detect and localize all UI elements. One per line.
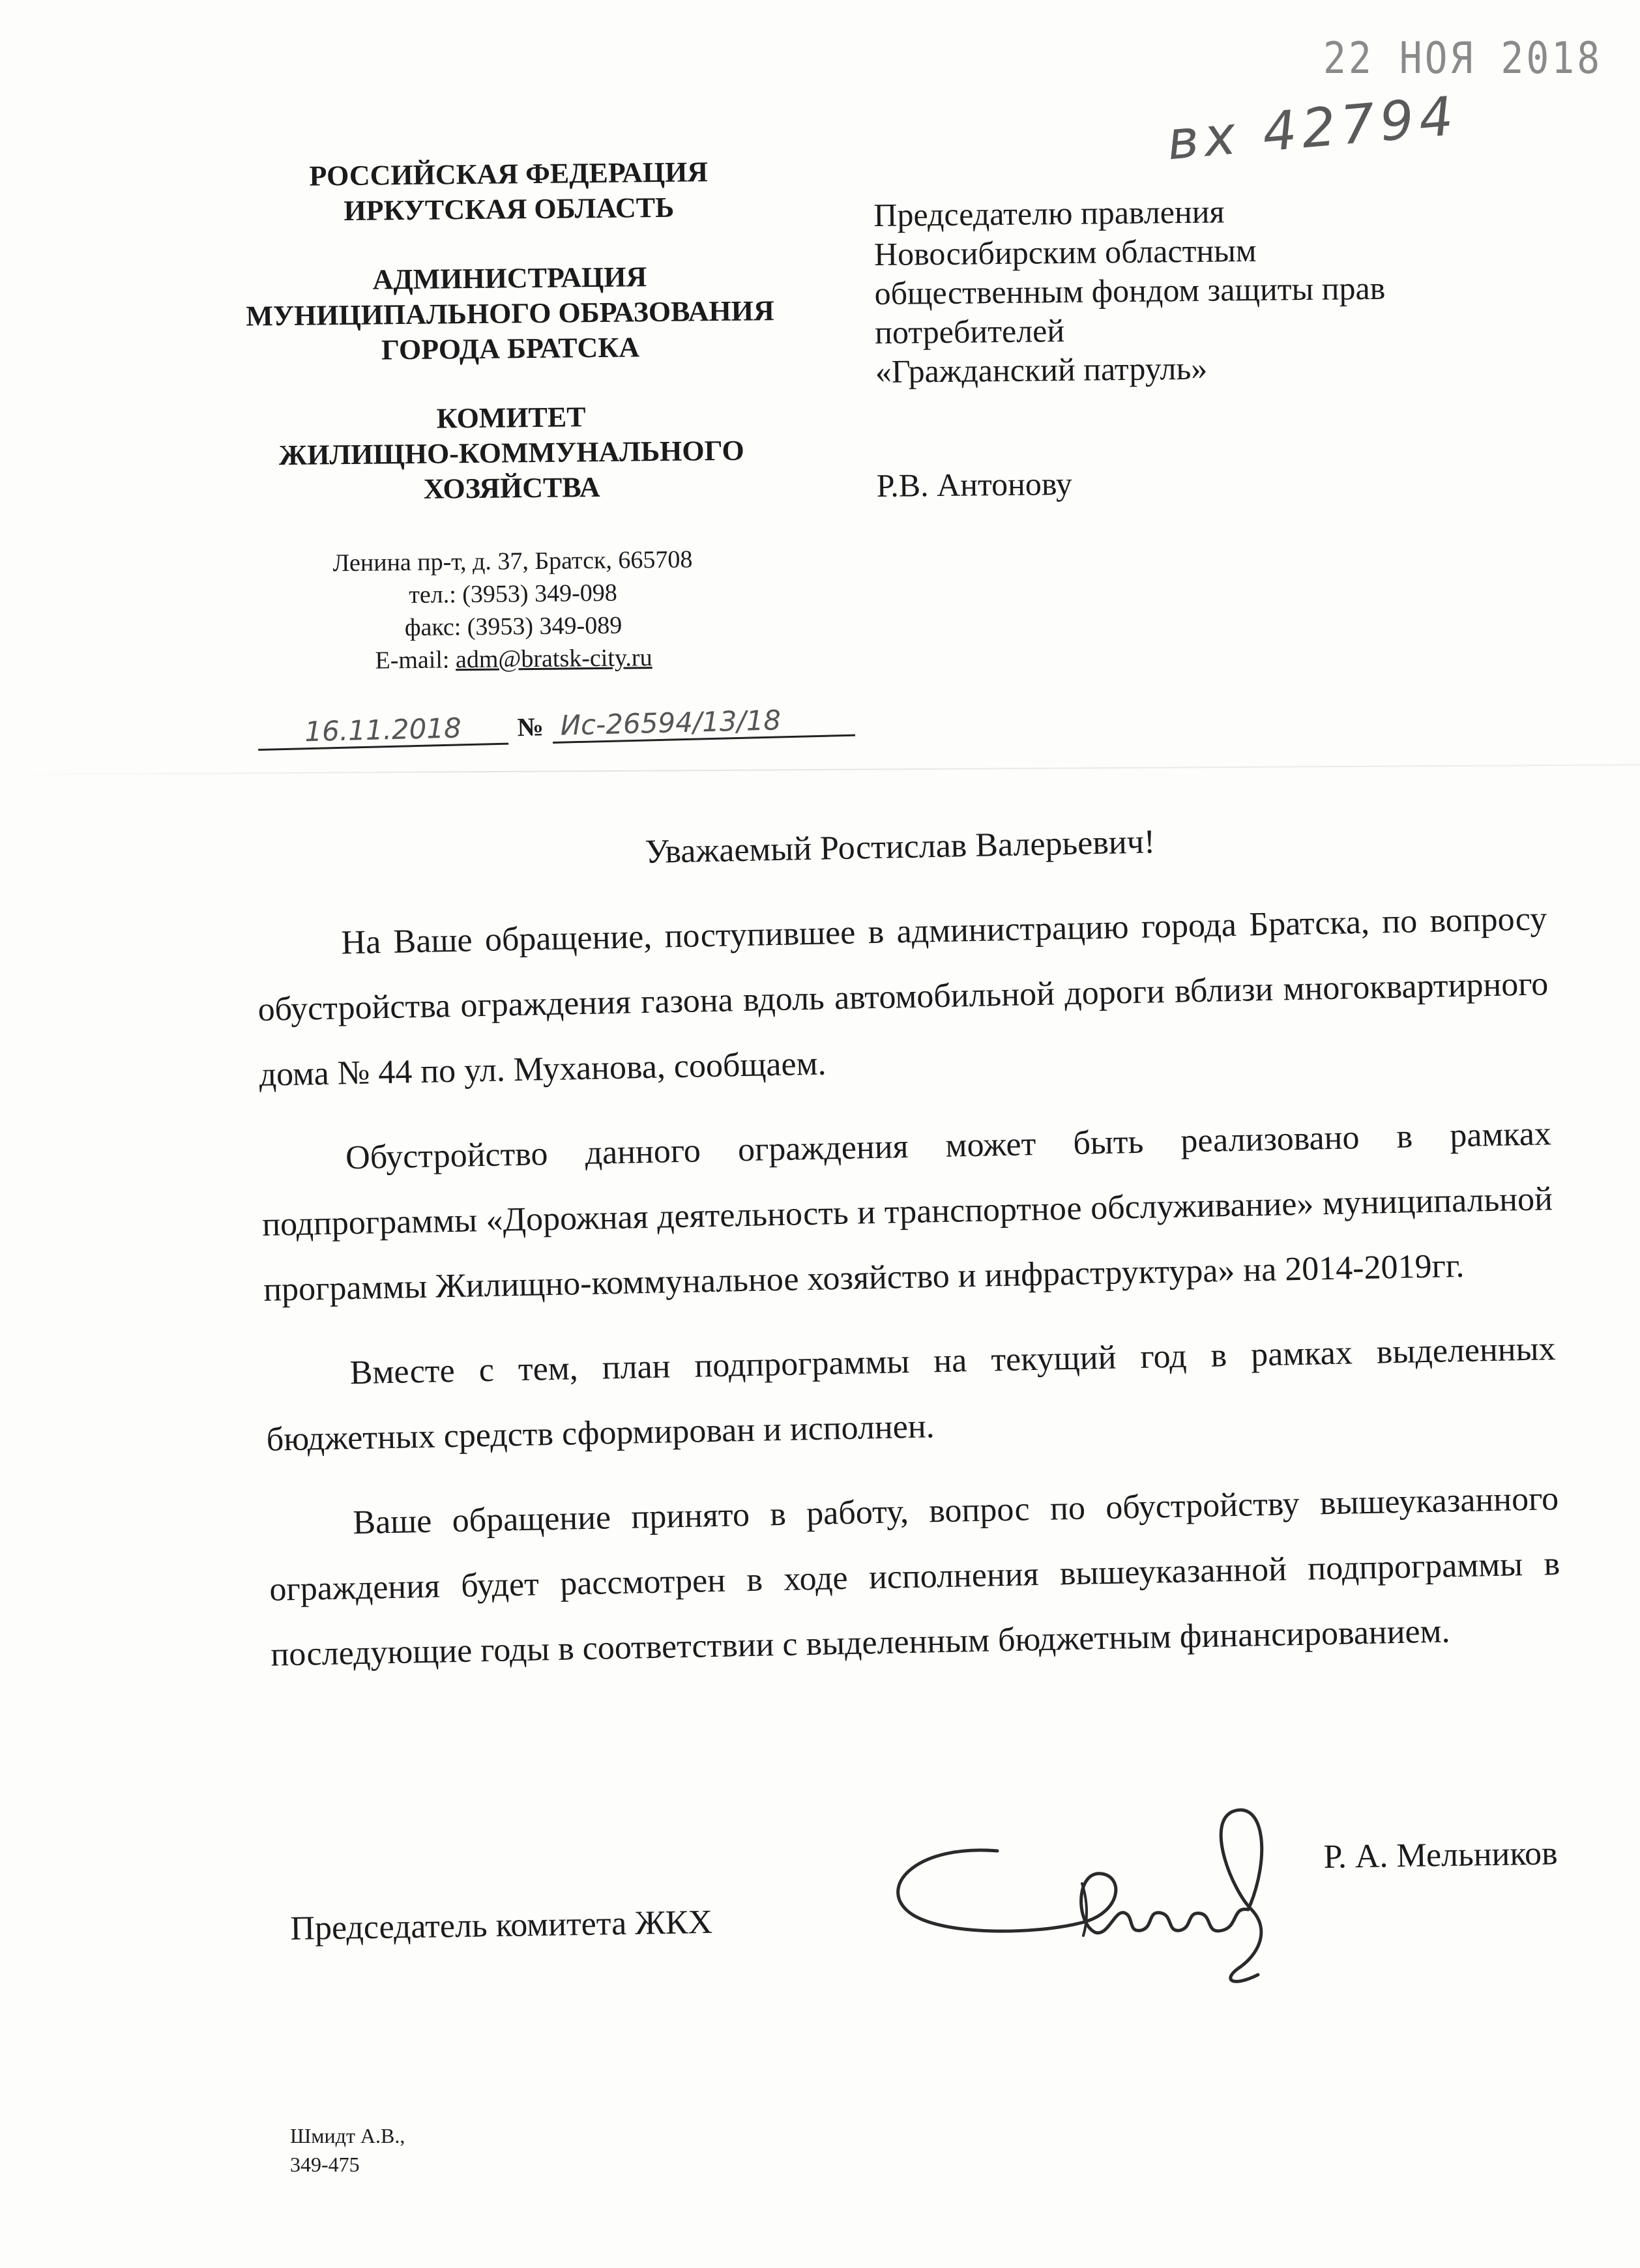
paragraph: На Ваше обращение, поступившее в администрацию города Братска, по вопросу обустройства ограждения газона вдоль автомобильной дороги вблизи многоквартирного дома № 44 по ул. Муханова, сообщаем. xyxy=(257,900,1549,1094)
handwritten-signature xyxy=(867,1760,1310,1994)
received-date-stamp: 22 НОЯ 2018 xyxy=(1323,32,1603,84)
executor-phone: 349-475 xyxy=(290,2153,360,2176)
email-label: E-mail: xyxy=(375,646,456,675)
registration-date: 16.11.2018 xyxy=(257,711,508,751)
greeting: Уважаемый Ростислав Валерьевич! xyxy=(644,823,1156,871)
header-country: РОССИЙСКАЯ ФЕДЕРАЦИЯ xyxy=(309,156,709,192)
paragraph: Вместе с тем, план подпрограммы на текущий год в рамках выделенных бюджетных средств сформирован и исполнен. xyxy=(266,1330,1557,1459)
sender-fax: факс: (3953) 349-089 xyxy=(404,611,622,642)
header-administration: АДМИНИСТРАЦИЯ xyxy=(372,261,647,296)
addressee-line-2: Новосибирским областным xyxy=(873,231,1257,272)
sender-address: Ленина пр-т, д. 37, Братск, 665708 xyxy=(332,545,693,577)
addressee-name: Р.В. Антонову xyxy=(876,465,1073,504)
header-region: ИРКУТСКАЯ ОБЛАСТЬ xyxy=(344,191,675,227)
signatory-name: Р. А. Мельников xyxy=(1323,1835,1558,1876)
registration-number: Ис-26594/13/18 xyxy=(552,703,855,744)
addressee-line-5: «Гражданский патруль» xyxy=(875,349,1208,390)
letter-body xyxy=(254,802,1562,1707)
signatory-title: Председатель комитета ЖКХ xyxy=(290,1903,713,1947)
sender-email-row xyxy=(227,640,800,678)
header-city: ГОРОДА БРАТСКА xyxy=(381,331,640,366)
registration-line xyxy=(257,703,845,751)
email-link[interactable]: adm@bratsk-city.ru xyxy=(455,644,652,674)
header-committee-name-1: ЖИЛИЩНО-КОММУНАЛЬНОГО xyxy=(278,434,744,472)
header-committee-name-2: ХОЗЯЙСТВА xyxy=(423,471,600,505)
executor-name: Шмидт А.В., xyxy=(290,2124,405,2147)
sender-contacts xyxy=(226,542,800,678)
addressee-line-3: общественным фондом защиты прав xyxy=(874,269,1386,312)
sender-header xyxy=(222,154,800,678)
executor-info xyxy=(290,2121,405,2179)
paper-fold-line xyxy=(0,764,1640,775)
addressee-block xyxy=(873,189,1529,505)
paragraph: Ваше обращение принято в работу, вопрос по обустройству вышеуказанного ограждения будет рассмотрен в ходе исполнения вышеуказанной подпрограммы в последующие годы в соответствии с выделенным бюджетным финансированием. xyxy=(269,1480,1560,1674)
addressee-line-4: потребителей xyxy=(874,312,1065,351)
addressee-line-1: Председателю правления xyxy=(873,193,1225,233)
header-municipal: МУНИЦИПАЛЬНОГО ОБРАЗОВАНИЯ xyxy=(246,295,774,332)
number-sign: № xyxy=(516,712,544,742)
sender-phone: тел.: (3953) 349-098 xyxy=(409,579,617,609)
paragraph: Обустройство данного ограждения может быть реализовано в рамках подпрограммы «Дорожная деятельность и транспортное обслуживание» муниципальной программы Жилищно-коммунальное хозяйство и инфраструктура» на 2014-2019гг. xyxy=(261,1115,1553,1309)
incoming-number-handwritten: вх 42794 xyxy=(1164,85,1461,173)
header-committee: КОМИТЕТ xyxy=(436,401,586,435)
